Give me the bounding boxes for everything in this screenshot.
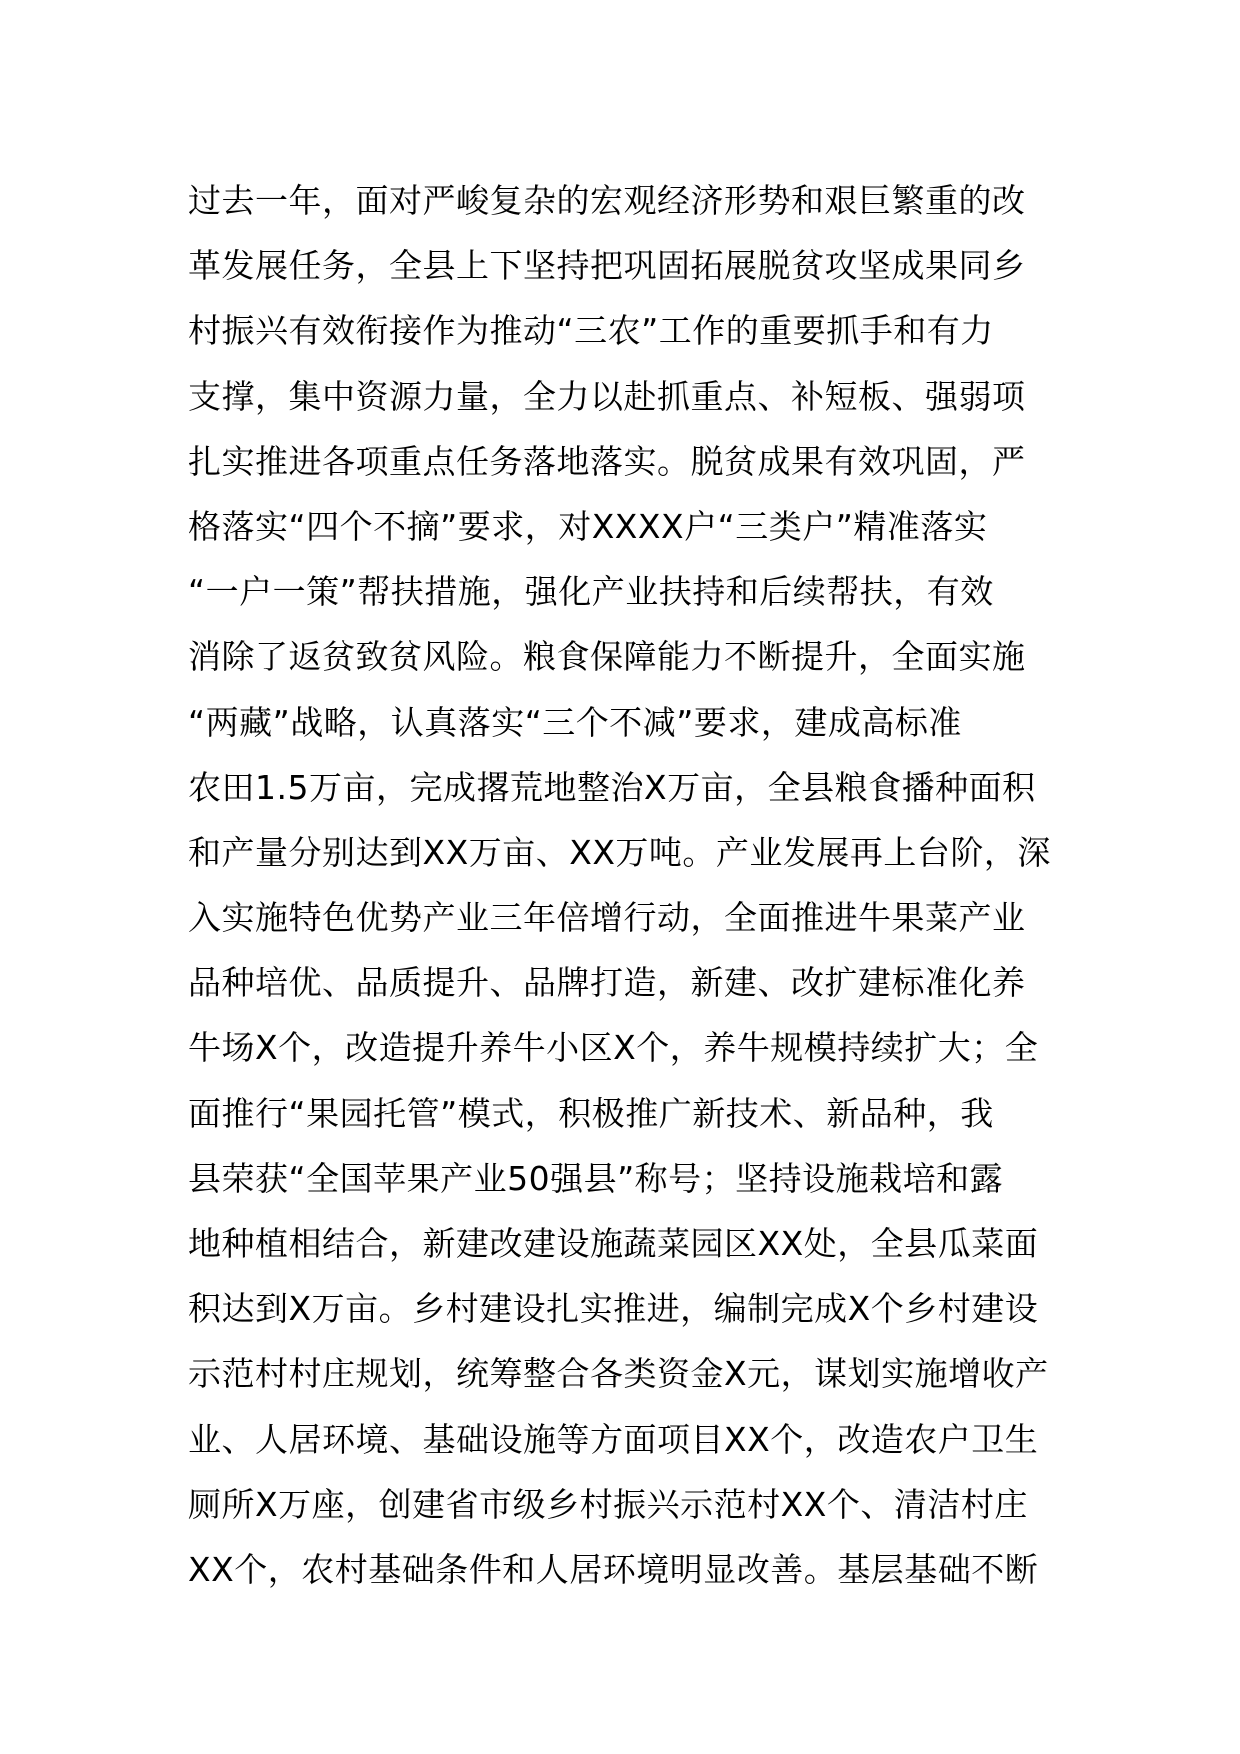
text-line: 消除了返贫致贫风险。粮食保障能力不断提升，全面实施 bbox=[188, 637, 1026, 677]
text-line: 示范村村庄规划，统筹整合各类资金X元，谋划实施增收产 bbox=[188, 1354, 1049, 1394]
text-line: 面推行“果园托管”模式，积极推广新技术、新品种，我 bbox=[188, 1093, 994, 1133]
text-line: 牛场X个，改造提升养牛小区X个，养牛规模持续扩大；全 bbox=[188, 1028, 1039, 1068]
text-line: 支撑，集中资源力量，全力以赴抓重点、补短板、强弱项 bbox=[188, 376, 1026, 416]
text-line: 厕所X万座，创建省市级乡村振兴示范村XX个、清洁村庄 bbox=[188, 1484, 1028, 1524]
text-line: 村振兴有效衔接作为推动“三农”工作的重要抓手和有力 bbox=[188, 311, 994, 351]
text-line: 扎实推进各项重点任务落地落实。脱贫成果有效巩固，严 bbox=[188, 441, 1026, 481]
text-line: 和产量分别达到XX万亩、XX万吨。产业发展再上台阶，深 bbox=[188, 832, 1051, 872]
body-paragraph bbox=[188, 168, 1068, 1602]
text-line: 格落实“四个不摘”要求，对XXXX户“三类户”精准落实 bbox=[188, 506, 988, 546]
text-line: 革发展任务，全县上下坚持把巩固拓展脱贫攻坚成果同乡 bbox=[188, 246, 1026, 286]
text-line: “一户一策”帮扶措施，强化产业扶持和后续帮扶，有效 bbox=[188, 572, 994, 612]
text-line: 农田1.5万亩，完成撂荒地整治X万亩，全县粮食播种面积 bbox=[188, 767, 1036, 807]
text-line: 过去一年，面对严峻复杂的宏观经济形势和艰巨繁重的改 bbox=[188, 181, 1026, 220]
text-line: 业、人居环境、基础设施等方面项目XX个，改造农户卫生 bbox=[188, 1419, 1039, 1459]
text-line: 入实施特色优势产业三年倍增行动，全面推进牛果菜产业 bbox=[188, 898, 1026, 938]
text-line: 县荣获“全国苹果产业50强县”称号；坚持设施栽培和露 bbox=[188, 1158, 1004, 1198]
text-line: “两藏”战略，认真落实“三个不减”要求，建成高标准 bbox=[188, 702, 962, 742]
text-line: 地种植相结合，新建改建设施蔬菜园区XX处，全县瓜菜面 bbox=[188, 1224, 1039, 1263]
text-line: XX个，农村基础条件和人居环境明显改善。基层基础不断 bbox=[188, 1549, 1039, 1589]
text-line: 积达到X万亩。乡村建设扎实推进，编制完成X个乡村建设 bbox=[188, 1289, 1039, 1329]
text-line: 品种培优、品质提升、品牌打造，新建、改扩建标准化养 bbox=[188, 963, 1026, 1003]
